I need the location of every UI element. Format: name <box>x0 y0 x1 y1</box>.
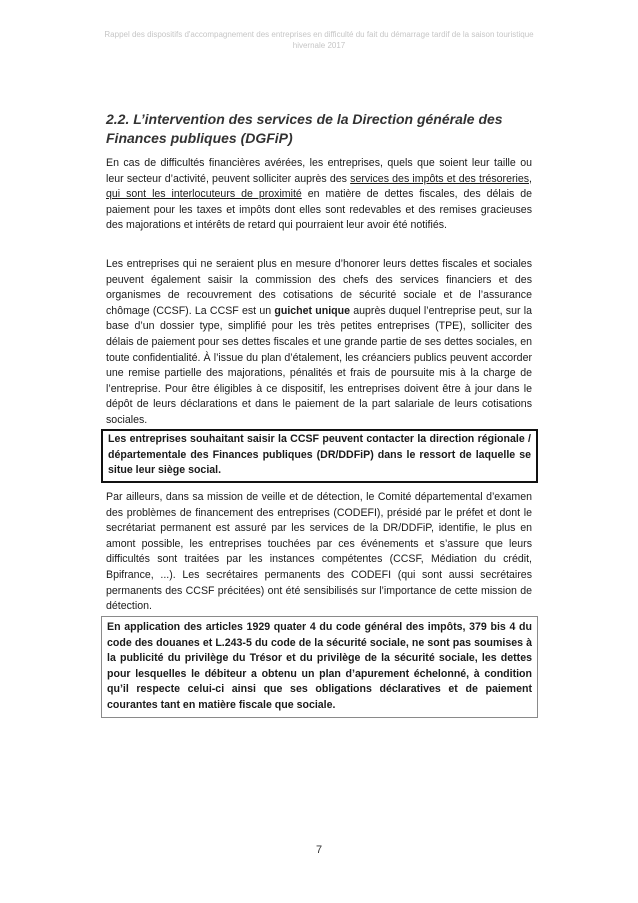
paragraph-text: auprès duquel l’entreprise peut, sur la base d’un dossier type, simplifié pour les très petites entreprises (TPE), solliciter des délais de paiement pour ses dettes fiscales et une grande partie de ses dettes sociales, en toute confidentialité. À l’issue du plan d’étalement, les créanciers publics peuvent accorder une remise partielle des majorations, pénalités et frais de poursuite mis à la charge de l’entreprise. Pour être éligibles à ce dispositif, les entreprises doivent être à jour dans le dépôt de leurs déclarations et dans le paiement de la part salariale de leurs cotisations sociales. <box>106 304 532 426</box>
guichet-unique-emphasis: guichet unique <box>274 304 351 317</box>
ccsf-contact-box <box>101 429 538 483</box>
legal-notice-text: En application des articles 1929 quater 4 du code général des impôts, 379 bis 4 du code des douanes et L.243-5 du code de la sécurité sociale, ne sont pas soumises à la publicité du privilège du Trésor et du privilège de la sécurité sociale, les dettes pour lesquelles le débiteur a obtenu un plan d’apurement échelonné, à condition qu’il respecte celui-ci ainsi que ses obligations déclaratives et de paiement courantes tant en matière fiscale que sociale. <box>107 621 532 711</box>
page-number: 7 <box>315 844 323 856</box>
paragraph-codefi: Par ailleurs, dans sa mission de veille et de détection, le Comité départemental d’examen des problèmes de financement des entreprises (CODEFI), présidé par le préfet et dont le secrétariat permanent est assuré par les services de la DR/DDFiP, identifie, le plus en amont possible, les entreprises touchées par ces événements et s’assure que leurs difficultés sont traitées par les instances compétentes (CCSF, Médiation du crédit, Bpifrance, ...). Les secrétaires permanents des CODEFI (qui sont aussi secrétaires permanents des CCSF précitées) ont été sensibilisés sur l’importance de cette mission de détection. <box>106 491 532 613</box>
legal-notice-box <box>101 616 538 718</box>
paragraph-ccsf <box>106 257 532 429</box>
paragraph-tax-services <box>106 156 532 234</box>
paragraph-text: Les entreprises qui ne seraient plus en mesure d’honorer leurs dettes fiscales et sociales peuvent également saisir la commission des chefs des services financiers et des organismes de recouvrement des cotisations de sécurité sociale et de l’assurance chômage (CCSF). La CCSF est un <box>106 258 532 317</box>
ccsf-contact-text: Les entreprises souhaitant saisir la CCSF peuvent contacter la direction régionale / départementale des Finances publiques (DR/DDFiP) dans le ressort de laquelle se situe leur siège social. <box>108 433 531 477</box>
tax-services-link[interactable]: services des impôts et des trésoreries, qui sont les interlocuteurs de proximité <box>106 172 532 201</box>
section-title: 2.2. L’intervention des services de la Direction générale des Finances publiques (DGFiP) <box>106 111 503 146</box>
paragraph-text: en matière de dettes fiscales, des délais de paiement pour les taxes et impôts dont elles sont redevables et des remises gracieuses des majorations et intérêts de retard qui pourraient leur avoir été notifiés. <box>106 188 533 232</box>
paragraph-text: En cas de difficultés financières avérées, les entreprises, quels que soient leur taille ou leur secteur d’activité, peuvent solliciter auprès des <box>106 157 532 185</box>
running-header: Rappel des dispositifs d'accompagnement des entreprises en difficulté du fait du démarrage tardif de la saison touristique hivernale 2017 <box>104 30 534 50</box>
